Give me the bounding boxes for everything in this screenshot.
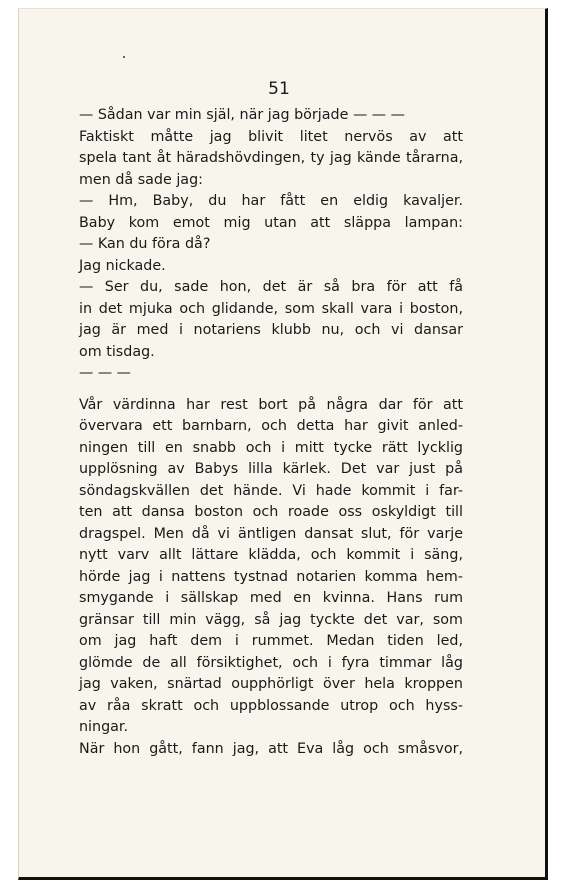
text-line: — Sådan var min själ, när jag började — — — (79, 107, 405, 123)
text-line: dragspel. Men då vi äntligen dansat slut, för varje (79, 525, 463, 542)
text-line: ningen till en snabb och i mitt tycke rätt lycklig (79, 439, 463, 456)
text-line: nytt varv allt lättare klädda, och kommit i säng, (79, 547, 463, 563)
text-line: ten att dansa boston och roade oss oskyldigt till (79, 504, 463, 520)
text-line: jag vaken, snärtad oupphörligt över hela kroppen (79, 676, 463, 692)
text-line: Faktiskt måtte jag blivit litet nervös av att (79, 128, 463, 145)
body-text (79, 105, 463, 760)
text-line: gränsar till min vägg, så jag tyckte det var, som (79, 611, 463, 628)
text-line: Jag nickade. (79, 257, 166, 274)
text-line: — Kan du föra då? (79, 236, 211, 252)
book-page (18, 8, 548, 880)
text-line: övervara ett barnbarn, och detta har givit anled- (79, 418, 463, 434)
text-line: — Ser du, sade hon, det är så bra för att få (79, 279, 463, 295)
text-line: Baby kom emot mig utan att släppa lampan: (79, 214, 463, 231)
text-line: glömde de all försiktighet, och i fyra timmar låg (79, 654, 463, 671)
text-line: — — — (79, 365, 131, 381)
text-line: söndagskvällen det hände. Vi hade kommit i far- (79, 482, 463, 499)
text-line: smygande i sällskap med en kvinna. Hans rum (79, 590, 463, 606)
page-number: 51 (268, 79, 290, 99)
text-line: hörde jag i nattens tystnad notarien komma hem- (79, 568, 463, 585)
text-line: När hon gått, fann jag, att Eva låg och småsvor, (79, 740, 463, 757)
text-line: om tisdag. (79, 343, 155, 360)
text-line: in det mjuka och glidande, som skall vara i boston, (79, 300, 463, 317)
blank-line (79, 385, 463, 395)
text-line: men då sade jag: (79, 171, 203, 188)
text-line: — Hm, Baby, du har fått en eldig kavaljer. (79, 193, 463, 209)
text-line: om jag haft dem i rummet. Medan tiden led, (79, 633, 463, 649)
text-line: Vår värdinna har rest bort på några dar för att (79, 396, 463, 413)
text-line: spela tant åt häradshövdingen, ty jag kände tårarna, (79, 150, 463, 166)
text-line: jag är med i notariens klubb nu, och vi dansar (79, 322, 463, 338)
print-speck (123, 56, 125, 58)
text-line: av råa skratt och uppblossande utrop och hyss- (79, 697, 463, 714)
text-line: ningar. (79, 719, 129, 735)
text-line: upplösning av Babys lilla kärlek. Det var just på (79, 461, 463, 477)
